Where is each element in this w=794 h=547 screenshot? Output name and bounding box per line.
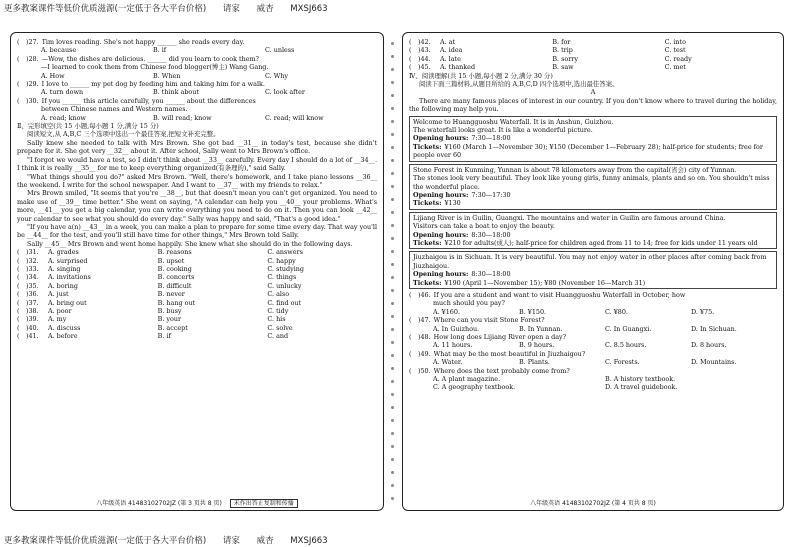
cloze-option-row xyxy=(17,290,377,298)
left-footer-text: 八年级英语 41483102702JZ (第 3 页共 8 页) xyxy=(96,500,222,507)
cloze-paragraph: Mrs Brown smiled, "It seems that you're __38__, but that doesn't mean you can't get organized. You need to make use of __39__ time better." She went on saying, "A calendar can help you __40__ your problems. What's more, __41__ you get a big calendar, you can write everything you need to do on it. Then you can look __42__ your calendar to see what you should do every day." Sally was happy and said, "That's a good idea." xyxy=(17,189,377,223)
option-1[interactable]: D. A travel guidebook. xyxy=(605,383,678,392)
attraction-description: Jiuzhaigou is in Sichuan. It is very beautiful. You may not enjoy water in other places after coming back from Jiuzhaigou. xyxy=(413,253,767,270)
option-row xyxy=(17,88,377,96)
answer-paren: ( xyxy=(409,46,412,55)
question-text: Where does the text probably come from? xyxy=(433,366,570,375)
cloze-paragraph: Sally __45__ Mrs Brown and went home happily. She knew what she should do in the following days. xyxy=(27,239,353,248)
option-a[interactable]: A. grades xyxy=(48,248,79,257)
opening-hours-value: 8:30—18:00 xyxy=(471,270,511,279)
question-stem xyxy=(409,316,777,324)
option-row xyxy=(409,375,777,383)
answer-paren: ( xyxy=(17,332,20,341)
question-text: Where can you visit Stone Forest? xyxy=(433,316,545,325)
option-a[interactable]: A. before xyxy=(48,332,78,341)
cloze-option-row xyxy=(17,324,377,332)
tickets-value: ¥130 xyxy=(444,199,461,208)
banner-title: 更多教案课件等低价优质滋源(一定低于各大平台价格) xyxy=(4,4,207,14)
attraction-description: The waterfall looks great. It is like a wonderful picture. xyxy=(413,126,593,135)
cloze-option-row xyxy=(409,55,777,63)
option-b[interactable]: B. sorry xyxy=(552,54,578,63)
question-number: )30. xyxy=(26,96,39,105)
answer-paren: ( xyxy=(17,273,20,282)
question-number: )28. xyxy=(26,54,39,63)
section-4-title: Ⅳ、阅读理解(共 15 小题,每小题 2 分,满分 30 分) xyxy=(409,71,553,80)
option-2[interactable]: C. look after xyxy=(265,88,305,97)
question-stem-continued: —I learned to cook them from Chinese food blogger(博主) Wang Gang. xyxy=(41,63,269,72)
opening-hours-value: 7:30—18:00 xyxy=(471,134,511,143)
option-a[interactable]: A. poor xyxy=(48,307,72,315)
option-row xyxy=(409,383,777,391)
option-2[interactable]: C. ¥80. xyxy=(605,307,628,316)
option-0[interactable]: A. because xyxy=(41,46,77,55)
question-number: )49. xyxy=(418,349,431,358)
cloze-option-row xyxy=(17,273,377,281)
section-2-title: Ⅱ、完形填空(共 15 小题,每小题 1 分,满分 15 分) xyxy=(17,122,159,131)
option-a[interactable]: A. surprised xyxy=(48,256,88,265)
option-b[interactable]: B. upset xyxy=(157,256,185,265)
attraction-box xyxy=(409,251,777,289)
cloze-option-row xyxy=(17,282,377,290)
answer-paren: ( xyxy=(409,38,412,46)
option-a[interactable]: A. just xyxy=(48,290,69,299)
option-0[interactable]: A. read; know xyxy=(41,113,86,122)
cloze-option-row xyxy=(17,332,377,340)
answer-paren: ( xyxy=(409,366,412,375)
question-number: )38. xyxy=(26,307,39,315)
cloze-paragraph: "If you have a(n) __43__ in a week, you can make a plan to prepare for some time every day. That way you'll be __44__ for the test, and you'll still have time for other things," Mrs Brown told Sally. xyxy=(17,222,377,240)
banner-contact-name: 威杏 xyxy=(256,4,274,14)
option-0[interactable]: A. A plant magazine. xyxy=(433,375,501,384)
question-text: What may be the most beautiful in Jiuzhaigou? xyxy=(433,349,586,358)
question-stem xyxy=(409,333,777,341)
option-row xyxy=(409,358,777,366)
right-page-content xyxy=(409,38,777,392)
option-0[interactable]: A. turn down xyxy=(41,88,84,97)
answer-paren: ( xyxy=(409,333,412,341)
question-stem xyxy=(409,291,777,299)
tickets xyxy=(413,199,773,207)
question-number: )41. xyxy=(26,332,39,341)
banner-wechat-id: MXSJ663 xyxy=(290,536,328,546)
cloze-option-row xyxy=(409,46,777,54)
question-number: )33. xyxy=(26,264,39,273)
cloze-option-row xyxy=(409,38,777,46)
answer-paren: ( xyxy=(17,298,20,307)
option-2[interactable]: C. 8.5 hours. xyxy=(605,341,647,350)
option-c[interactable]: C. unlucky xyxy=(267,281,302,290)
option-b[interactable]: B. never xyxy=(157,290,185,299)
option-1[interactable]: B. ¥150. xyxy=(519,307,547,316)
left-page-footer xyxy=(11,498,383,507)
banner-contact-label: 请家 xyxy=(222,4,240,14)
option-c[interactable]: C. and xyxy=(267,332,289,341)
opening-hours xyxy=(413,191,773,199)
option-a[interactable]: A. late xyxy=(440,54,461,63)
opening-hours-value: 7:30—17:30 xyxy=(471,190,511,199)
option-b[interactable]: B. difficult xyxy=(157,281,192,290)
option-1[interactable]: B. In Yunnan. xyxy=(519,324,563,333)
footer-stamp: 未作出答止复制和传播 xyxy=(230,499,298,508)
option-a[interactable]: A. at xyxy=(440,38,456,46)
cloze-option-row xyxy=(17,265,377,273)
right-footer-text: 八年级英语 41483102702JZ (第 4 页共 8 页) xyxy=(530,500,656,507)
option-b[interactable]: B. your xyxy=(157,315,182,324)
option-c[interactable]: C. happy xyxy=(267,256,296,265)
answer-paren: ( xyxy=(17,96,20,105)
question-stem-continued: much should you pay? xyxy=(433,299,505,308)
option-b[interactable]: B. accept xyxy=(157,323,188,332)
option-a[interactable]: A. idea xyxy=(440,46,463,55)
tickets-value: ¥210 for adults(成人); half-price for children aged from 11 to 14; free for kids under 11 years old xyxy=(444,238,758,247)
option-0[interactable]: C. A geography textbook. xyxy=(433,383,516,392)
question-number: )29. xyxy=(26,80,39,89)
option-3[interactable]: D. 8 hours. xyxy=(691,341,727,350)
option-row xyxy=(409,308,777,316)
cloze-paragraph: "I forgot we would have a test, so I didn't think about __33__ carefully. Every day I should do a lot of __34__. I think it is really __35__ for me to keep everything organized(有条理的)," said Sally. xyxy=(17,155,377,173)
option-c[interactable]: C. studying xyxy=(267,264,304,273)
option-c[interactable]: C. test xyxy=(664,46,686,55)
option-row xyxy=(409,341,777,349)
question-stem xyxy=(409,350,777,358)
banner-title: 更多教案课件等低价优质滋源(一定低于各大平台价格) xyxy=(4,536,207,546)
question-number: )46. xyxy=(418,290,431,299)
answer-paren: ( xyxy=(17,264,20,273)
answer-paren: ( xyxy=(17,80,20,89)
question-text: —Wow, the dishes are delicious. ______ did you learn to cook them? xyxy=(41,54,259,63)
question-number: )39. xyxy=(26,315,39,324)
option-3[interactable]: D. Mountains. xyxy=(691,358,737,367)
cloze-paragraph: Sally knew she needed to talk with Mrs Brown. She got bad __31__ in today's test, because she didn't prepare for it. She got very __32__ about it. After school, Sally went to Mrs Brown's office. xyxy=(17,138,377,156)
question-text: If you are a student and want to visit Huangguoshu Waterfall in October, how xyxy=(433,290,686,299)
option-1[interactable]: B. think about xyxy=(153,88,199,97)
left-page xyxy=(10,32,384,511)
attraction-description: Lijiang River is in Guilin, Guangxi. The mountains and water in Guilin are famous around China. xyxy=(413,213,726,222)
binding-holes xyxy=(384,32,400,509)
option-a[interactable]: A. bring out xyxy=(48,298,87,307)
option-a[interactable]: A. my xyxy=(48,315,67,324)
option-row xyxy=(17,46,377,54)
answer-paren: ( xyxy=(409,63,412,72)
option-0[interactable]: A. ¥160. xyxy=(433,307,460,316)
cloze-option-row xyxy=(17,315,377,323)
question-text: Tim loves reading. She's not happy ______ she reads every day. xyxy=(41,38,245,46)
banner-contact-label: 请家 xyxy=(222,536,240,546)
opening-hours-label: Opening hours: xyxy=(413,190,469,199)
option-c[interactable]: C. tidy xyxy=(267,307,289,315)
question-number: )35. xyxy=(26,281,39,290)
attraction-box xyxy=(409,116,777,162)
answer-paren: ( xyxy=(17,290,20,299)
answer-paren: ( xyxy=(409,349,412,358)
option-row xyxy=(409,325,777,333)
option-b[interactable]: B. busy xyxy=(157,307,182,315)
question-stem-continued: between Chinese names and Western names. xyxy=(41,105,188,114)
attraction-box xyxy=(409,212,777,250)
tickets xyxy=(413,143,773,160)
option-2[interactable]: C. Forests. xyxy=(605,358,640,367)
option-b[interactable]: B. reasons xyxy=(157,248,192,257)
question-stem xyxy=(409,367,777,375)
opening-hours-label: Opening hours: xyxy=(413,134,469,143)
question-stem xyxy=(17,80,377,88)
option-b[interactable]: B. trip xyxy=(552,46,573,55)
option-0[interactable]: A. 11 hours. xyxy=(433,341,473,350)
question-number: )32. xyxy=(26,256,39,265)
option-row xyxy=(17,114,377,122)
option-2[interactable]: C. read; will know xyxy=(265,113,324,122)
cloze-option-row xyxy=(409,63,777,71)
opening-hours xyxy=(413,270,773,278)
option-b[interactable]: B. if xyxy=(157,332,171,341)
cloze-option-row xyxy=(17,248,377,256)
option-b[interactable]: B. for xyxy=(552,38,571,46)
question-stem xyxy=(17,38,377,46)
opening-hours-label: Opening hours: xyxy=(413,270,469,279)
option-2[interactable]: C. unless xyxy=(265,46,295,55)
option-c[interactable]: C. his xyxy=(267,315,286,324)
answer-paren: ( xyxy=(17,256,20,265)
option-b[interactable]: B. cooking xyxy=(157,264,192,273)
section-4-instruction: 阅读下面三篇材料,从题目所给的 A,B,C,D 四个选项中,选出最佳答案。 xyxy=(419,80,619,89)
option-1[interactable]: B. Plants. xyxy=(519,358,550,367)
cloze-option-row xyxy=(17,299,377,307)
option-c[interactable]: C. solve xyxy=(267,323,293,332)
option-c[interactable]: C. into xyxy=(664,38,686,46)
question-number: )48. xyxy=(418,333,431,341)
tickets-label: Tickets: xyxy=(413,199,442,208)
passage-intro: There are many famous places of interest in our country. If you don't know where to travel during the holiday, the following may help you. xyxy=(409,96,777,114)
option-a[interactable]: A. boring xyxy=(48,281,78,290)
cloze-option-row xyxy=(17,257,377,265)
answer-paren: ( xyxy=(17,315,20,324)
right-page-footer xyxy=(403,498,783,507)
bottom-banner xyxy=(4,534,342,546)
question-number: )37. xyxy=(26,298,39,307)
option-c[interactable]: C. things xyxy=(267,273,297,282)
attraction-description: Visitors can take a boat to enjoy the beauty. xyxy=(413,222,555,231)
question-stem xyxy=(17,97,377,105)
option-0[interactable]: A. In Guizhou. xyxy=(433,324,480,333)
left-page-content xyxy=(17,38,377,341)
option-a[interactable]: A. discuss xyxy=(48,323,81,332)
attraction-description: Welcome to Huangguoshu Waterfall. It is in Anshun, Guizhou. xyxy=(413,117,614,126)
tickets xyxy=(413,239,773,247)
option-1[interactable]: B. A history textbook. xyxy=(605,375,676,384)
option-3[interactable]: D. ¥75. xyxy=(691,307,715,316)
answer-paren: ( xyxy=(17,248,20,257)
opening-hours xyxy=(413,134,773,142)
option-1[interactable]: B. When xyxy=(153,71,181,80)
question-number: )36. xyxy=(26,290,39,299)
section-2-instruction: 阅读短文,从 A,B,C 三个选项中选出一个最佳答案,把短文补充完整。 xyxy=(27,130,220,139)
tickets-label: Tickets: xyxy=(413,238,442,247)
attraction-description: Stone Forest in Kunming, Yunnan is about 78 kilometers away from the capital(省会) city of Yunnan. xyxy=(413,165,737,174)
option-c[interactable]: C. met xyxy=(664,63,686,72)
option-0[interactable]: A. Water. xyxy=(433,358,463,367)
option-c[interactable]: C. find out xyxy=(267,298,302,307)
answer-paren: ( xyxy=(17,307,20,315)
banner-contact-name: 威杏 xyxy=(256,536,274,546)
option-c[interactable]: C. ready xyxy=(664,54,692,63)
answer-paren: ( xyxy=(409,316,412,325)
answer-paren: ( xyxy=(17,323,20,332)
answer-paren: ( xyxy=(17,54,20,63)
passage-label: A xyxy=(590,88,596,97)
answer-paren: ( xyxy=(409,290,412,299)
question-number: )45. xyxy=(418,63,431,72)
tickets xyxy=(413,279,773,287)
question-number: )44. xyxy=(418,54,431,63)
question-text: How long does Lijiang River open a day? xyxy=(433,333,567,341)
question-text: If you ______ this article carefully, you ______ about the differences xyxy=(41,96,256,105)
question-stem xyxy=(17,55,377,63)
opening-hours xyxy=(413,231,773,239)
option-b[interactable]: B. hang out xyxy=(157,298,196,307)
option-2[interactable]: C. In Guangxi. xyxy=(605,324,652,333)
answer-paren: ( xyxy=(17,281,20,290)
answer-paren: ( xyxy=(17,38,20,46)
answer-paren: ( xyxy=(409,54,412,63)
option-1[interactable]: B. if xyxy=(153,46,167,55)
top-banner xyxy=(4,2,342,14)
question-number: )34. xyxy=(26,273,39,282)
cloze-option-row xyxy=(17,307,377,315)
attraction-description: The stones look very beautiful. They look like young girls, funny animals, plants and so on. You shouldn't miss the wonderful place. xyxy=(413,174,770,191)
option-c[interactable]: C. also xyxy=(267,290,290,299)
option-0[interactable]: A. How xyxy=(41,71,65,80)
right-page xyxy=(402,32,784,511)
question-number: )47. xyxy=(418,316,431,325)
tickets-value: ¥160 (March 1—November 30); ¥150 (December 1—February 28); half-price for students; free for people over 60 xyxy=(413,142,763,160)
attraction-box xyxy=(409,164,777,210)
opening-hours-value: 8:30—18:00 xyxy=(471,230,511,239)
tickets-value: ¥190 (April 1—November 15); ¥80 (November 16—March 31) xyxy=(444,278,646,287)
tickets-label: Tickets: xyxy=(413,142,442,151)
question-number: )40. xyxy=(26,323,39,332)
option-1[interactable]: B. will read; know xyxy=(153,113,212,122)
option-3[interactable]: D. In Sichuan. xyxy=(691,324,737,333)
option-2[interactable]: C. Why xyxy=(265,71,289,80)
option-c[interactable]: C. answers xyxy=(267,248,303,257)
question-number: )27. xyxy=(26,38,39,46)
opening-hours-label: Opening hours: xyxy=(413,230,469,239)
option-row xyxy=(17,72,377,80)
banner-wechat-id: MXSJ663 xyxy=(290,4,328,14)
option-b[interactable]: B. concerts xyxy=(157,273,195,282)
cloze-paragraph: "What things should you do?" asked Mrs Brown. "Well, there's homework, and I take piano lessons __36__ the weekend. I write for the school newspaper. And I want to __37__ with my friends to relax." xyxy=(17,172,377,189)
question-number: )42. xyxy=(418,38,431,46)
option-a[interactable]: A. singing xyxy=(48,264,81,273)
question-number: )50. xyxy=(418,366,431,375)
option-1[interactable]: B. 9 hours. xyxy=(519,341,555,350)
option-a[interactable]: A. invitations xyxy=(48,273,91,282)
question-number: )31. xyxy=(26,248,39,257)
tickets-label: Tickets: xyxy=(413,278,442,287)
option-b[interactable]: B. saw xyxy=(552,63,574,72)
question-text: I love to ______ my pet dog by feeding him and taking him for a walk. xyxy=(41,80,265,89)
option-a[interactable]: A. thanked xyxy=(440,63,476,72)
question-number: )43. xyxy=(418,46,431,55)
